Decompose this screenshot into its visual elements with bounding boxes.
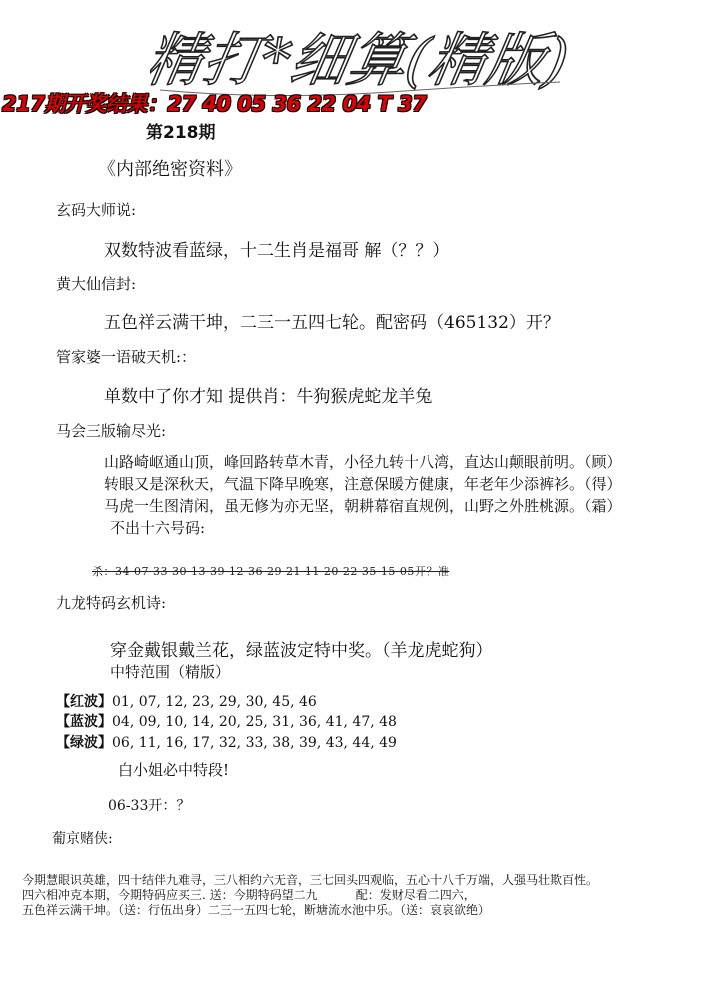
kill-numbers: 杀：34 07 33 30 13 39 12 36 29 21 11 20 22 35 15 05开？准 [92,565,450,578]
range-label: 中特范围（精版） [110,663,231,681]
doc-title: 《内部绝密资料》 [98,159,242,180]
guanjia-label: 管家婆一语破天机:： [56,348,197,366]
draw-result-line: 217期开奖结果：27 40 05 36 22 04 T 37 [2,92,427,116]
pujing-line: 五色祥云满干坤。（送：行伍出身）二三一五四七轮，断塘流水池中乐。（送：哀哀欲绝） [22,903,491,917]
red-wave-numbers: 01, 07, 12, 23, 29, 30, 45, 46 [112,694,317,710]
xuanma-text: 双数特波看蓝绿，十二生肖是福哥 解（？？） [104,241,450,261]
issue-suffix: 期 [198,123,216,143]
lady-line: 白小姐必中特段! [118,761,230,779]
issue-value: 218 [163,123,199,143]
range-result: 06-33开：？ [108,798,191,814]
poem-line: 马虎一生图清闲，虽无修为亦无坚，朝耕幕宿直规例，山野之外胜桃源。（霜） [104,497,622,515]
banner-text: 精打*细算(精版) [150,26,570,94]
pujing-line: 四六相冲克本期，今期特码应买三. 送：今期特码望二九 配：发财尽看二四六， [22,888,476,902]
green-wave-label: 【绿波】 [56,735,112,751]
issue-prefix: 第 [146,123,163,143]
jiulong-text: 穿金戴银戴兰花，绿蓝波定特中奖。（羊龙虎蛇狗） [110,641,493,661]
mahui-label: 马会三版输尽光: [56,422,167,440]
poem-line: 转眼又是深秋天，气温下降早晚寒，注意保暖方健康，年老年少添裤衫。（得） [104,475,622,493]
jiulong-label: 九龙特码玄机诗: [56,594,167,612]
xuanma-label: 玄码大师说: [56,201,137,219]
huang-label: 黄大仙信封: [56,275,137,293]
red-wave-label: 【红波】 [56,694,112,710]
poem-line: 山路崎岖通山顶，峰回路转草木青，小径九转十八湾，直达山颠眼前明。（顾） [104,453,622,471]
guanjia-text: 单数中了你才知 提供肖：牛狗猴虎蛇龙羊兔 [104,387,433,407]
issue-number [146,118,216,143]
no-sixteen-label: 不出十六号码: [110,519,206,537]
pujing-line: 今期慧眼识英雄，四十结伴九难寻，三八相约六无音，三七回头四观临，五心十八千万端，人强马壮欺百性。 [22,873,599,887]
pujing-label: 葡京赌侠: [52,831,113,847]
blue-wave-numbers: 04, 09, 10, 14, 20, 25, 31, 36, 41, 47, 48 [112,714,397,730]
mahui-poem [104,451,660,517]
green-wave-row [56,732,397,752]
huang-text: 五色祥云满干坤，二三一五四七轮。配密码（465132）开？ [104,313,560,333]
blue-wave-row [56,711,397,731]
blue-wave-label: 【蓝波】 [56,714,112,730]
green-wave-numbers: 06, 11, 16, 17, 32, 33, 38, 39, 43, 44, 49 [112,735,397,751]
red-wave-row [56,691,317,711]
